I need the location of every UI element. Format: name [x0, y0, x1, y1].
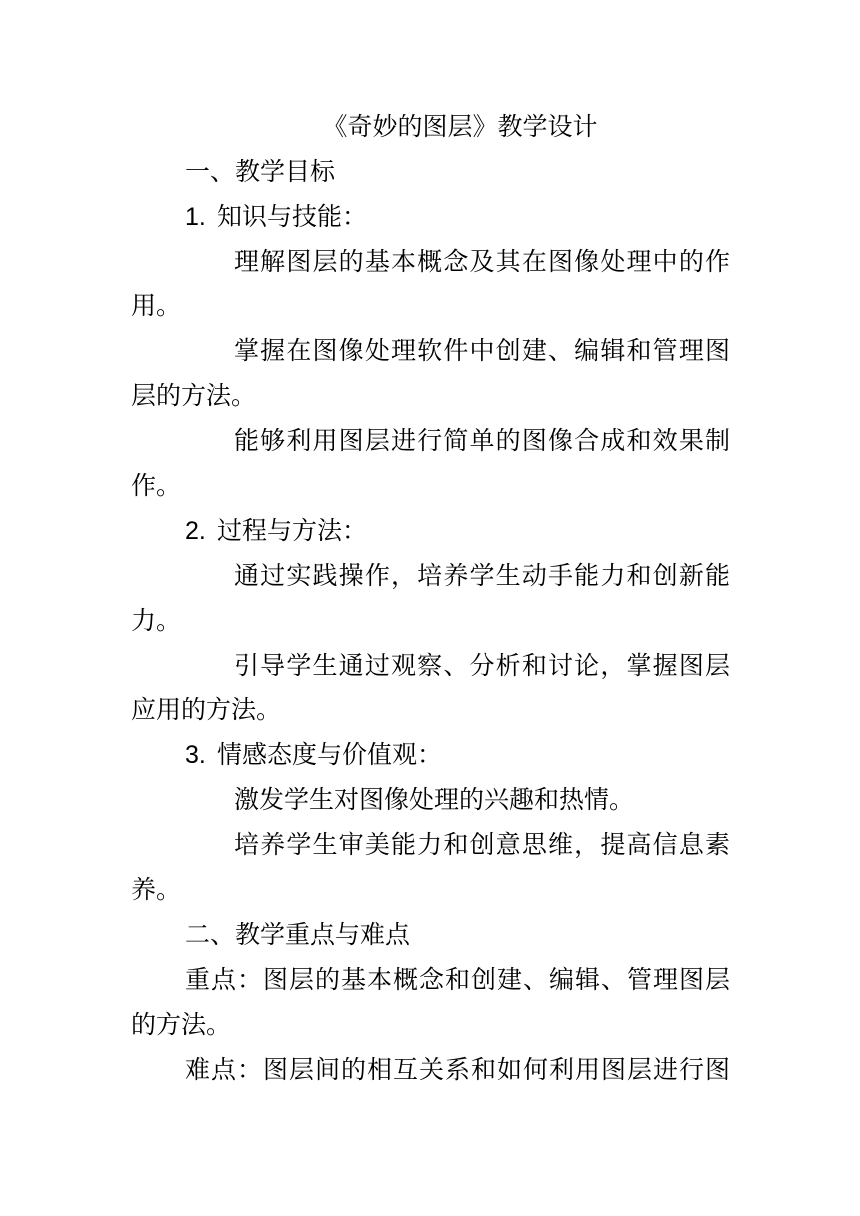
- section-heading-objectives: 一、教学目标: [185, 157, 336, 186]
- difficulty-line: 难点：图层间的相互关系和如何利用图层进行图: [185, 1055, 730, 1084]
- objective-number: 1.: [185, 203, 206, 231]
- paragraph-line: 用。: [131, 291, 182, 320]
- paragraph-line: 力。: [131, 606, 182, 635]
- section-heading-key-points: 二、教学重点与难点: [185, 920, 411, 949]
- objective-number: 2.: [185, 517, 206, 545]
- objective-number: 3.: [185, 741, 206, 769]
- objective-label: 知识与技能：: [217, 202, 368, 231]
- paragraph-line: 掌握在图像处理软件中创建、编辑和管理图: [234, 336, 730, 365]
- paragraph-line: 作。: [131, 471, 182, 500]
- objective-label: 情感态度与价值观：: [217, 740, 443, 769]
- paragraph-line: 应用的方法。: [131, 695, 282, 724]
- paragraph-line: 激发学生对图像处理的兴趣和热情。: [234, 785, 635, 814]
- objective-label: 过程与方法：: [217, 516, 368, 545]
- paragraph-line: 养。: [131, 875, 182, 904]
- paragraph-line: 培养学生审美能力和创意思维，提高信息素: [234, 830, 730, 859]
- paragraph-line: 理解图层的基本概念及其在图像处理中的作: [234, 247, 730, 276]
- paragraph-line: 引导学生通过观察、分析和讨论，掌握图层: [234, 651, 730, 680]
- objective-heading-process: [185, 515, 367, 547]
- objective-heading-knowledge: [185, 201, 367, 233]
- key-point-line: 重点：图层的基本概念和创建、编辑、管理图层: [185, 965, 730, 994]
- paragraph-line: 通过实践操作，培养学生动手能力和创新能: [234, 561, 730, 590]
- paragraph-line: 层的方法。: [131, 381, 257, 410]
- key-point-line: 的方法。: [131, 1010, 232, 1039]
- objective-heading-attitude: [185, 739, 442, 771]
- paragraph-line: 能够利用图层进行简单的图像合成和效果制: [234, 426, 730, 455]
- document-title: 《奇妙的图层》教学设计: [322, 112, 598, 141]
